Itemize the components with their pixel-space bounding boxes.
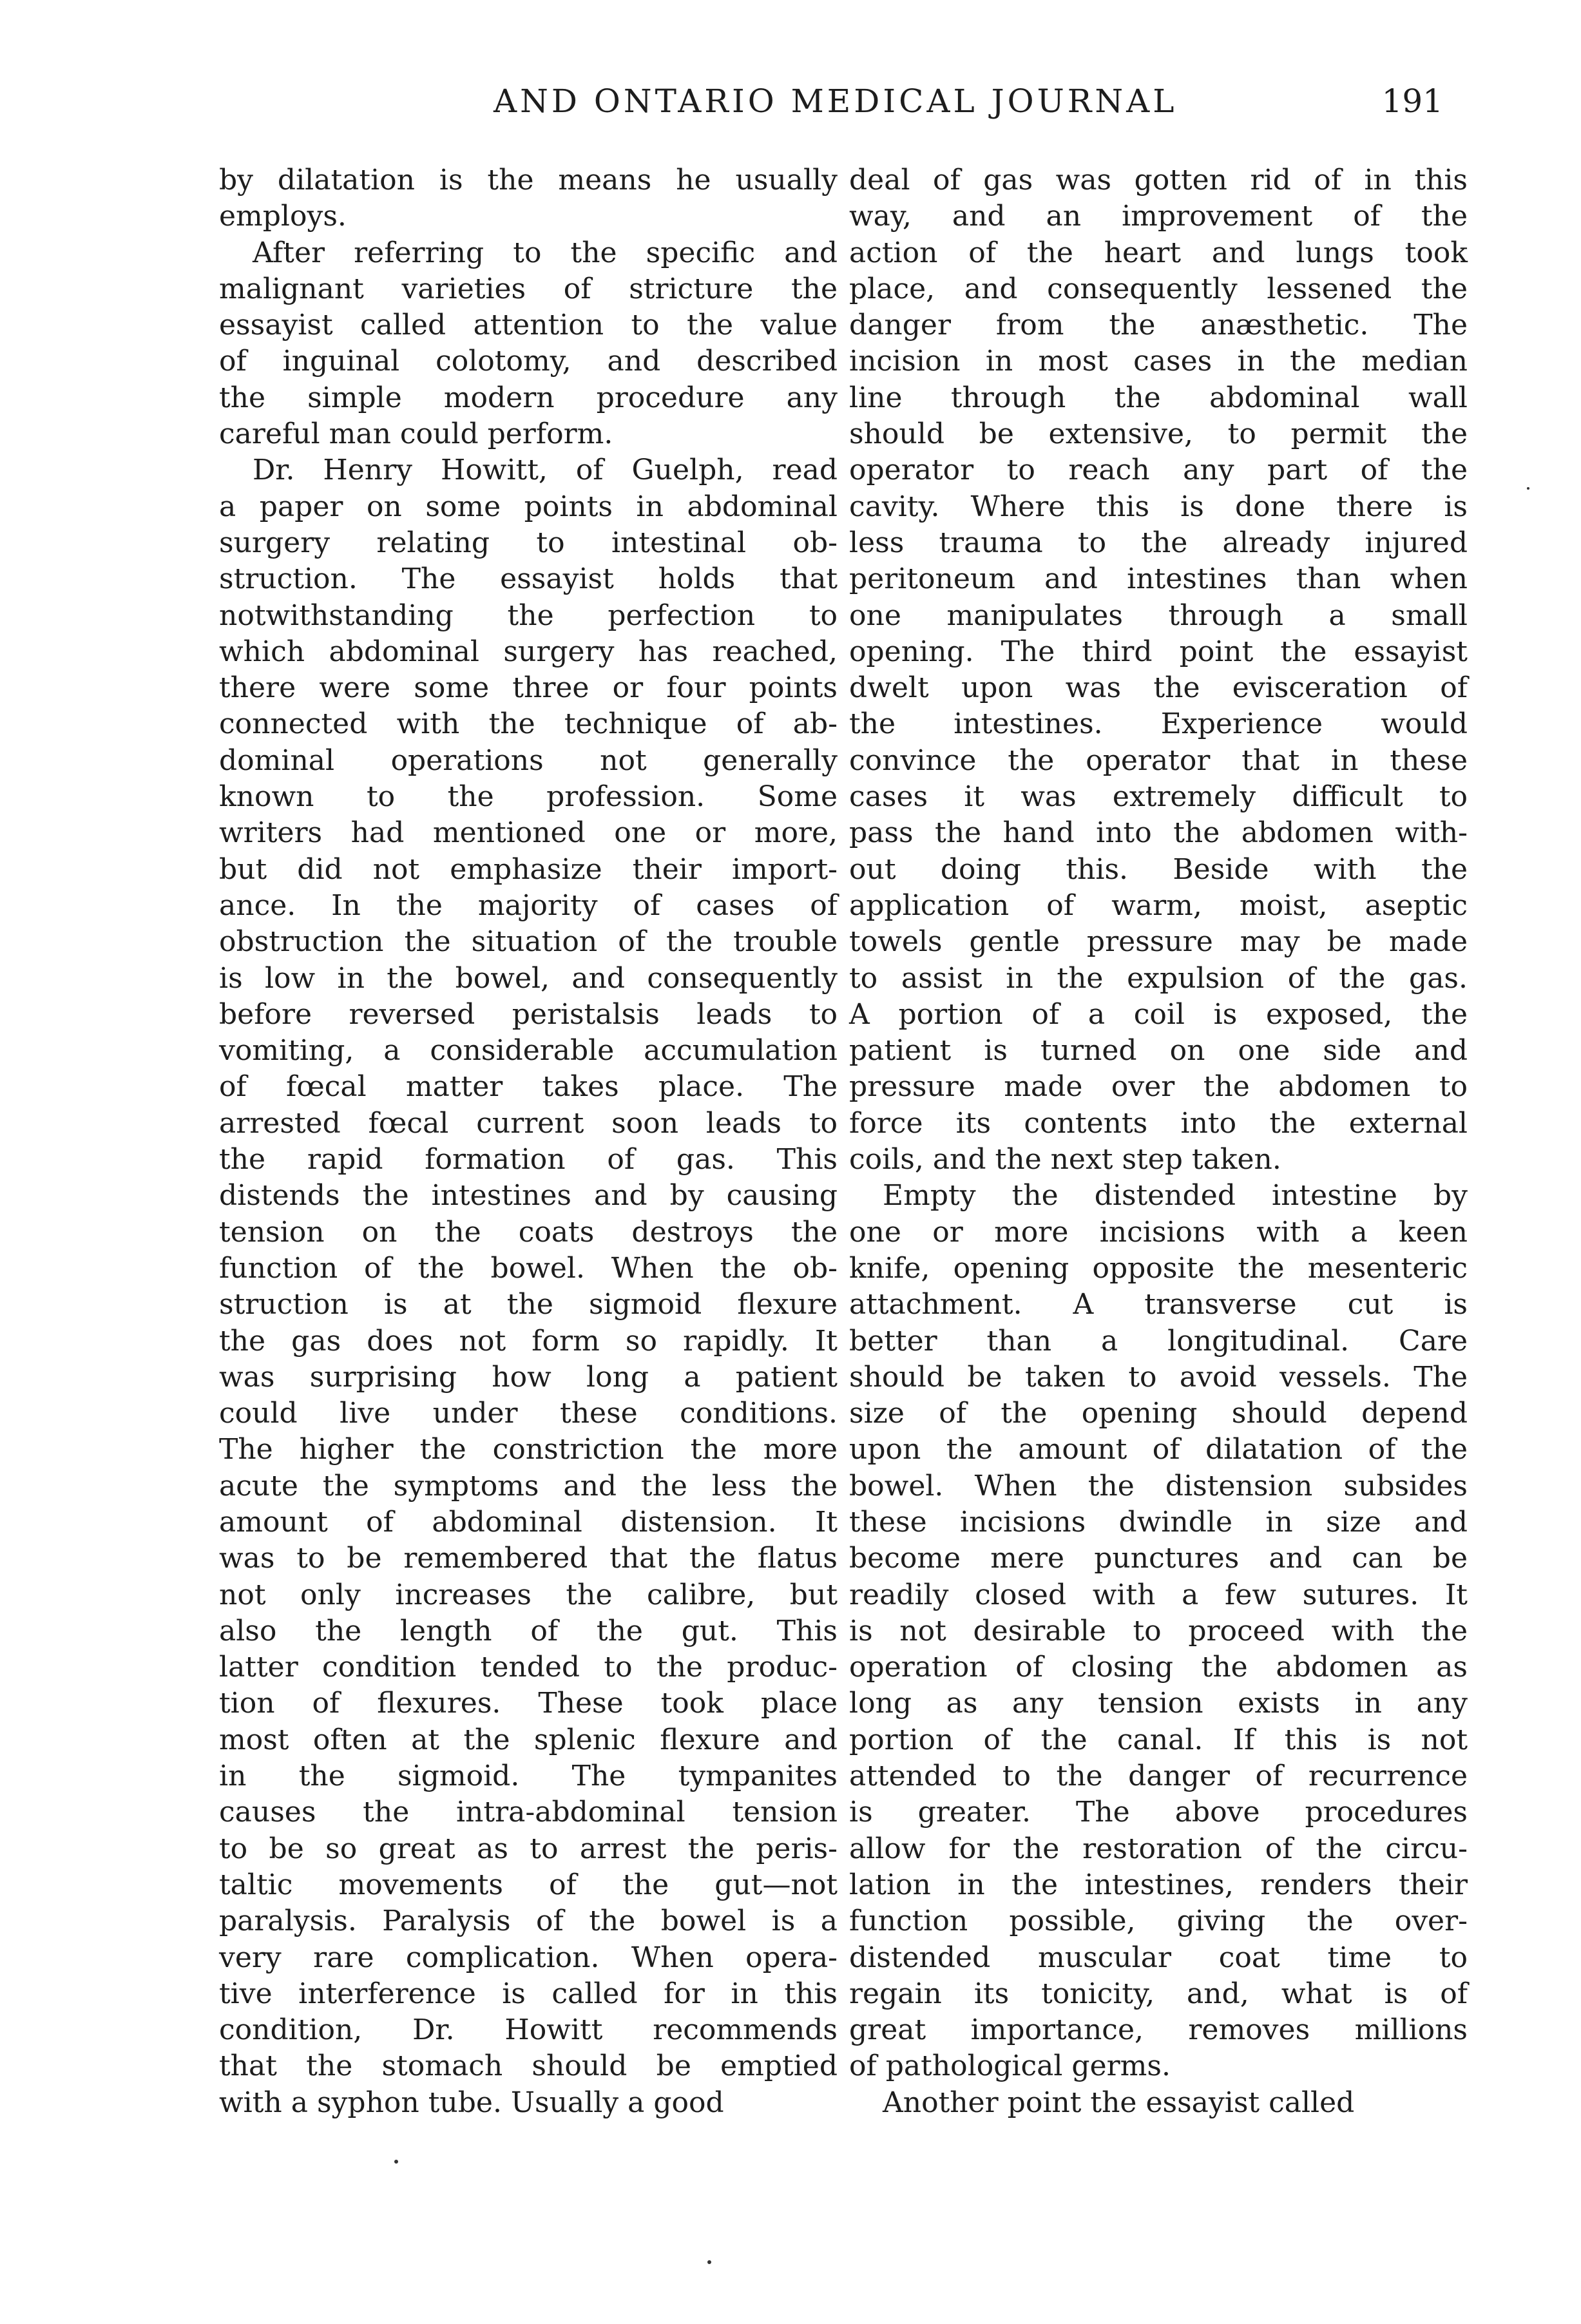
text-line: tive interference is called for in this bbox=[219, 1977, 838, 2010]
text-line: dwelt upon was the evisceration of bbox=[849, 671, 1468, 705]
text-line: out doing this. Beside with the bbox=[849, 852, 1468, 886]
text-line: that the stomach should be emptied bbox=[219, 2050, 838, 2083]
text-line: also the length of the gut. This bbox=[219, 1614, 838, 1647]
text-line: readily closed with a few sutures. It bbox=[849, 1578, 1468, 1611]
text-line: less trauma to the already injured bbox=[849, 526, 1468, 559]
text-line: causes the intra-abdominal tension bbox=[219, 1796, 838, 1829]
text-line: force its contents into the external bbox=[849, 1106, 1468, 1140]
text-line: allow for the restoration of the circu- bbox=[849, 1832, 1468, 1865]
text-line: convince the operator that in these bbox=[849, 744, 1468, 777]
text-column-left bbox=[219, 162, 838, 2121]
text-line: ance. In the majority of cases of bbox=[219, 888, 838, 922]
text-line: is greater. The above procedures bbox=[849, 1796, 1468, 1829]
text-line: these incisions dwindle in size and bbox=[849, 1505, 1468, 1539]
text-line: one or more incisions with a keen bbox=[849, 1215, 1468, 1249]
text-line: portion of the canal. If this is not bbox=[849, 1723, 1468, 1756]
text-line: upon the amount of dilatation of the bbox=[849, 1433, 1468, 1466]
text-line: knife, opening opposite the mesenteric bbox=[849, 1251, 1468, 1285]
text-line: operation of closing the abdomen as bbox=[849, 1651, 1468, 1684]
text-line: incision in most cases in the median bbox=[849, 345, 1468, 378]
text-line: cases it was extremely difficult to bbox=[849, 780, 1468, 814]
text-line: tion of flexures. These took place bbox=[219, 1687, 838, 1720]
text-line: notwithstanding the perfection to bbox=[219, 599, 838, 632]
text-line: struction is at the sigmoid flexure bbox=[219, 1288, 838, 1321]
text-line: of pathological germs. bbox=[849, 2050, 1171, 2083]
text-line: distended muscular coat time to bbox=[849, 1941, 1468, 1974]
text-line: arrested fœcal current soon leads to bbox=[219, 1106, 838, 1140]
text-line: not only increases the calibre, but bbox=[219, 1578, 838, 1611]
text-line: condition, Dr. Howitt recommends bbox=[219, 2013, 838, 2047]
text-line: patient is turned on one side and bbox=[849, 1034, 1468, 1068]
text-line: most often at the splenic flexure and bbox=[219, 1723, 838, 1756]
text-line: better than a longitudinal. Care bbox=[849, 1324, 1468, 1358]
journal-title: AND ONTARIO MEDICAL JOURNAL bbox=[493, 82, 1178, 120]
text-line: pressure made over the abdomen to bbox=[849, 1070, 1468, 1104]
print-speck bbox=[1527, 487, 1529, 490]
text-line: acute the symptoms and the less the bbox=[219, 1469, 838, 1503]
print-speck bbox=[394, 2160, 398, 2164]
text-line: very rare complication. When opera- bbox=[219, 1941, 838, 1974]
text-line: but did not emphasize their import- bbox=[219, 852, 838, 886]
text-line: cavity. Where this is done there is bbox=[849, 490, 1468, 523]
text-line: by dilatation is the means he usually bbox=[219, 164, 838, 197]
text-line: size of the opening should depend bbox=[849, 1397, 1468, 1430]
text-line: Empty the distended intestine by bbox=[883, 1179, 1468, 1213]
text-line: essayist called attention to the value bbox=[219, 309, 838, 342]
text-line: attended to the danger of recurrence bbox=[849, 1760, 1468, 1793]
text-line: function possible, giving the over- bbox=[849, 1905, 1468, 1938]
text-line: to be so great as to arrest the peris- bbox=[219, 1832, 838, 1865]
text-line: was surprising how long a patient bbox=[219, 1360, 838, 1394]
text-line: malignant varieties of stricture the bbox=[219, 272, 838, 305]
text-line: latter condition tended to the produc- bbox=[219, 1651, 838, 1684]
text-line: struction. The essayist holds that bbox=[219, 562, 838, 596]
text-line: the rapid formation of gas. This bbox=[219, 1143, 838, 1176]
text-line: is low in the bowel, and consequently bbox=[219, 961, 838, 995]
text-column-right bbox=[849, 162, 1468, 2121]
text-line: lation in the intestines, renders their bbox=[849, 1868, 1468, 1901]
text-line: to assist in the expulsion of the gas. bbox=[849, 961, 1468, 995]
text-line: vomiting, a considerable accumulation bbox=[219, 1034, 838, 1068]
text-line: one manipulates through a small bbox=[849, 599, 1468, 632]
text-line: the intestines. Experience would bbox=[849, 707, 1468, 741]
text-line: should be extensive, to permit the bbox=[849, 418, 1468, 451]
text-line: the gas does not form so rapidly. It bbox=[219, 1324, 838, 1358]
text-line: peritoneum and intestines than when bbox=[849, 562, 1468, 596]
text-line: danger from the anæsthetic. The bbox=[849, 309, 1468, 342]
text-line: deal of gas was gotten rid of in this bbox=[849, 164, 1468, 197]
text-line: bowel. When the distension subsides bbox=[849, 1469, 1468, 1503]
text-line: function of the bowel. When the ob- bbox=[219, 1251, 838, 1285]
running-head bbox=[219, 82, 1443, 134]
text-line: taltic movements of the gut—not bbox=[219, 1868, 838, 1901]
text-line: Dr. Henry Howitt, of Guelph, read bbox=[253, 454, 838, 487]
text-line: Another point the essayist called bbox=[883, 2086, 1355, 2119]
text-line: regain its tonicity, and, what is of bbox=[849, 1977, 1468, 2010]
text-line: place, and consequently lessened the bbox=[849, 272, 1468, 305]
text-line: become mere punctures and can be bbox=[849, 1542, 1468, 1575]
text-line: writers had mentioned one or more, bbox=[219, 816, 838, 850]
text-line: attachment. A transverse cut is bbox=[849, 1288, 1468, 1321]
text-line: should be taken to avoid vessels. The bbox=[849, 1360, 1468, 1394]
text-line: action of the heart and lungs took bbox=[849, 236, 1468, 269]
text-line: A portion of a coil is exposed, the bbox=[849, 997, 1468, 1031]
text-line: was to be remembered that the flatus bbox=[219, 1542, 838, 1575]
text-line: great importance, removes millions bbox=[849, 2013, 1468, 2047]
text-line: is not desirable to proceed with the bbox=[849, 1614, 1468, 1647]
text-line: before reversed peristalsis leads to bbox=[219, 997, 838, 1031]
text-line: known to the profession. Some bbox=[219, 780, 838, 814]
text-line: tension on the coats destroys the bbox=[219, 1215, 838, 1249]
page-number: 191 bbox=[1381, 82, 1443, 120]
text-line: surgery relating to intestinal ob- bbox=[219, 526, 838, 559]
text-line: operator to reach any part of the bbox=[849, 454, 1468, 487]
text-line: paralysis. Paralysis of the bowel is a bbox=[219, 1905, 838, 1938]
text-line: coils, and the next step taken. bbox=[849, 1143, 1281, 1176]
text-line: distends the intestines and by causing bbox=[219, 1179, 838, 1213]
text-line: opening. The third point the essayist bbox=[849, 635, 1468, 668]
text-line: in the sigmoid. The tympanites bbox=[219, 1760, 838, 1793]
text-line: line through the abdominal wall bbox=[849, 381, 1468, 414]
text-line: of fœcal matter takes place. The bbox=[219, 1070, 838, 1104]
text-line: dominal operations not generally bbox=[219, 744, 838, 777]
print-speck bbox=[707, 2260, 711, 2264]
text-line: After referring to the specific and bbox=[253, 236, 838, 269]
text-line: way, and an improvement of the bbox=[849, 200, 1468, 233]
text-line: could live under these conditions. bbox=[219, 1397, 838, 1430]
text-line: The higher the constriction the more bbox=[219, 1433, 838, 1466]
text-line: amount of abdominal distension. It bbox=[219, 1505, 838, 1539]
text-line: application of warm, moist, aseptic bbox=[849, 888, 1468, 922]
text-line: the simple modern procedure any bbox=[219, 381, 838, 414]
text-line: of inguinal colotomy, and described bbox=[219, 345, 838, 378]
text-line: long as any tension exists in any bbox=[849, 1687, 1468, 1720]
text-line: obstruction the situation of the trouble bbox=[219, 925, 838, 959]
text-line: a paper on some points in abdominal bbox=[219, 490, 838, 523]
text-line: towels gentle pressure may be made bbox=[849, 925, 1468, 959]
text-line: pass the hand into the abdomen with- bbox=[849, 816, 1468, 850]
text-line: connected with the technique of ab- bbox=[219, 707, 838, 741]
text-line: with a syphon tube. Usually a good bbox=[219, 2086, 724, 2119]
text-line: there were some three or four points bbox=[219, 671, 838, 705]
text-line: careful man could perform. bbox=[219, 418, 613, 451]
text-line: which abdominal surgery has reached, bbox=[219, 635, 838, 668]
text-line: employs. bbox=[219, 200, 347, 233]
